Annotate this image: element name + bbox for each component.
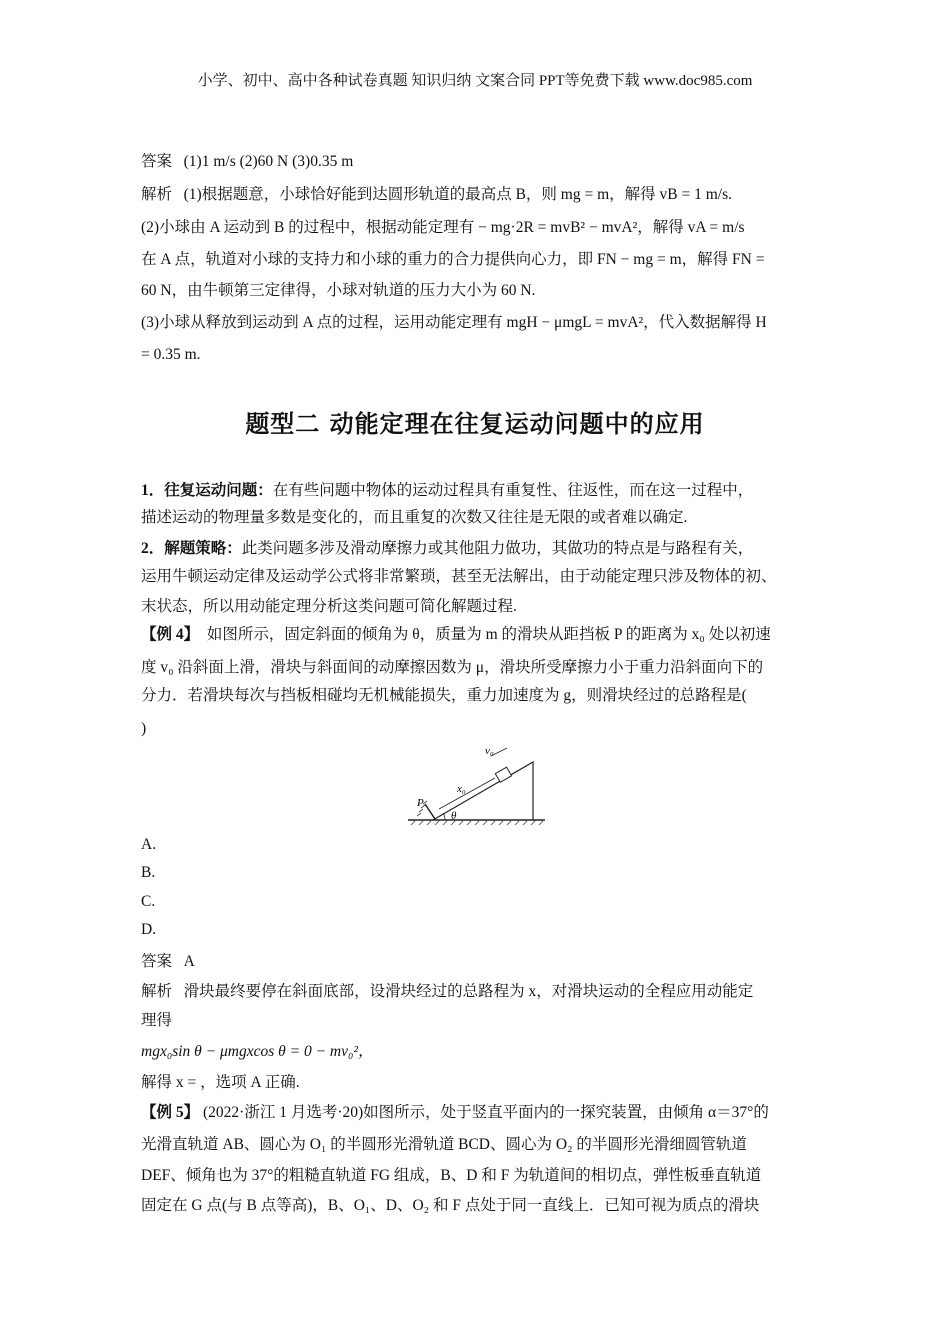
example-line: DEF、倾角也为 37°的粗糙直轨道 FG 组成，B、D 和 F 为轨道间的相切点，弹性板垂直轨道: [141, 1167, 762, 1184]
example-label: 【例 4】: [141, 626, 200, 643]
point-label: 1．往复运动问题：: [141, 482, 273, 499]
angle-arc: [443, 813, 445, 820]
text: 滑块最终要停在斜面底部，设滑块经过的总路程为 x，对滑块运动的全程应用动能定: [183, 983, 754, 1000]
page-header: 小学、初中、高中各种试卷真题 知识归纳 文案合同 PPT等免费下载 www.doc985.com: [197, 73, 753, 89]
answer-text: (1)1 m/s (2)60 N (3)0.35 m: [183, 153, 354, 170]
answer-label: 答案: [141, 153, 173, 170]
example-line: 光滑直轨道 AB、圆心为 O₁ 的半圆形光滑轨道 BCD、圆心为 O₂ 的半圆形光滑细圆管轨道: [141, 1136, 747, 1153]
x0-arrow: [439, 778, 495, 809]
answer-label: 答案: [141, 953, 173, 970]
text: 在有些问题中物体的运动过程具有重复性、往返性，而在这一过程中，: [272, 482, 754, 499]
point-line: [141, 539, 753, 559]
analysis-line: 解得 x = ，选项 A 正确.: [141, 1074, 300, 1091]
analysis-line: [141, 982, 753, 1002]
option-c: C.: [141, 893, 156, 910]
answer-line: [141, 152, 353, 172]
analysis-line: = 0.35 m.: [141, 346, 201, 363]
analysis-line: (3)小球从释放到运动到 A 点的过程，运用动能定理有 mgH − μmgL = mvA²，代入数据解得 H: [141, 314, 767, 331]
example-line: 固定在 G 点(与 B 点等高)，B、O₁、D、O₂ 和 F 点处于同一直线上．已知可视为质点的滑块: [141, 1197, 760, 1214]
slider-block: [495, 767, 511, 782]
incline-diagram: [405, 742, 550, 827]
p-label: P: [417, 797, 424, 809]
text: 如图所示，固定斜面的倾角为 θ，质量为 m 的滑块从距挡板 P 的距离为 x₀ 处以初速: [206, 626, 771, 643]
point-line: 描述运动的物理量多数是变化的，而且重复的次数又往往是无限的或者难以确定.: [141, 509, 688, 526]
example-line: 分力．若滑块每次与挡板相碰均无机械能损失，重力加速度为 g，则滑块经过的总路程是(: [141, 687, 747, 704]
incline: [433, 762, 533, 820]
point-line: [141, 481, 753, 501]
text: (2022·浙江 1 月选考·20)如图所示，处于竖直平面内的一探究装置，由倾角 α＝37°的: [203, 1104, 769, 1121]
text: 此类问题多涉及滑动摩擦力或其他阻力做功，其做功的特点是与路程有关，: [241, 540, 754, 557]
section-title: 题型二 动能定理在往复运动问题中的应用: [245, 410, 705, 438]
analysis-label: 解析: [141, 186, 173, 203]
theta-label: θ: [451, 810, 457, 822]
example-line: ): [141, 720, 147, 737]
analysis-line: (2)小球由 A 运动到 B 的过程中，根据动能定理有 − mg·2R = mvB² − mvA²，解得 vA = m/s: [141, 219, 745, 236]
analysis-line: 60 N，由牛顿第三定律得，小球对轨道的压力大小为 60 N.: [141, 282, 536, 299]
text: (1)根据题意，小球恰好能到达圆形轨道的最高点 B，则 mg = m，解得 vB = 1 m/s.: [183, 186, 733, 203]
example-line: [141, 625, 771, 645]
point-line: 运用牛顿运动定律及运动学公式将非常繁琐，甚至无法解出，由于动能定理只涉及物体的初、: [141, 568, 777, 585]
point-label: 2．解题策略：: [141, 540, 242, 557]
answer-text: A: [183, 953, 195, 970]
example-line: 度 v₀ 沿斜面上滑，滑块与斜面间的动摩擦因数为 μ，滑块所受摩擦力小于重力沿斜面向下的: [141, 659, 764, 676]
analysis-line: 在 A 点，轨道对小球的支持力和小球的重力的合力提供向心力，即 FN − mg = m，解得 FN =: [141, 251, 765, 268]
example-line: [141, 1103, 769, 1123]
option-a: A.: [141, 836, 157, 853]
answer-line: [141, 952, 195, 972]
analysis-line: [141, 185, 732, 205]
point-line: 末状态，所以用动能定理分析这类问题可简化解题过程.: [141, 598, 517, 615]
option-d: D.: [141, 921, 157, 938]
baffle-p: [425, 804, 435, 819]
analysis-label: 解析: [141, 983, 173, 1000]
example-label: 【例 5】: [141, 1104, 200, 1121]
v0-label: v₀: [485, 745, 494, 757]
x0-label: x₀: [457, 783, 466, 795]
option-b: B.: [141, 864, 156, 881]
equation-line: mgx₀sin θ − μmgxcos θ = 0 − mv₀²，: [141, 1043, 374, 1060]
analysis-line: 理得: [141, 1012, 173, 1029]
